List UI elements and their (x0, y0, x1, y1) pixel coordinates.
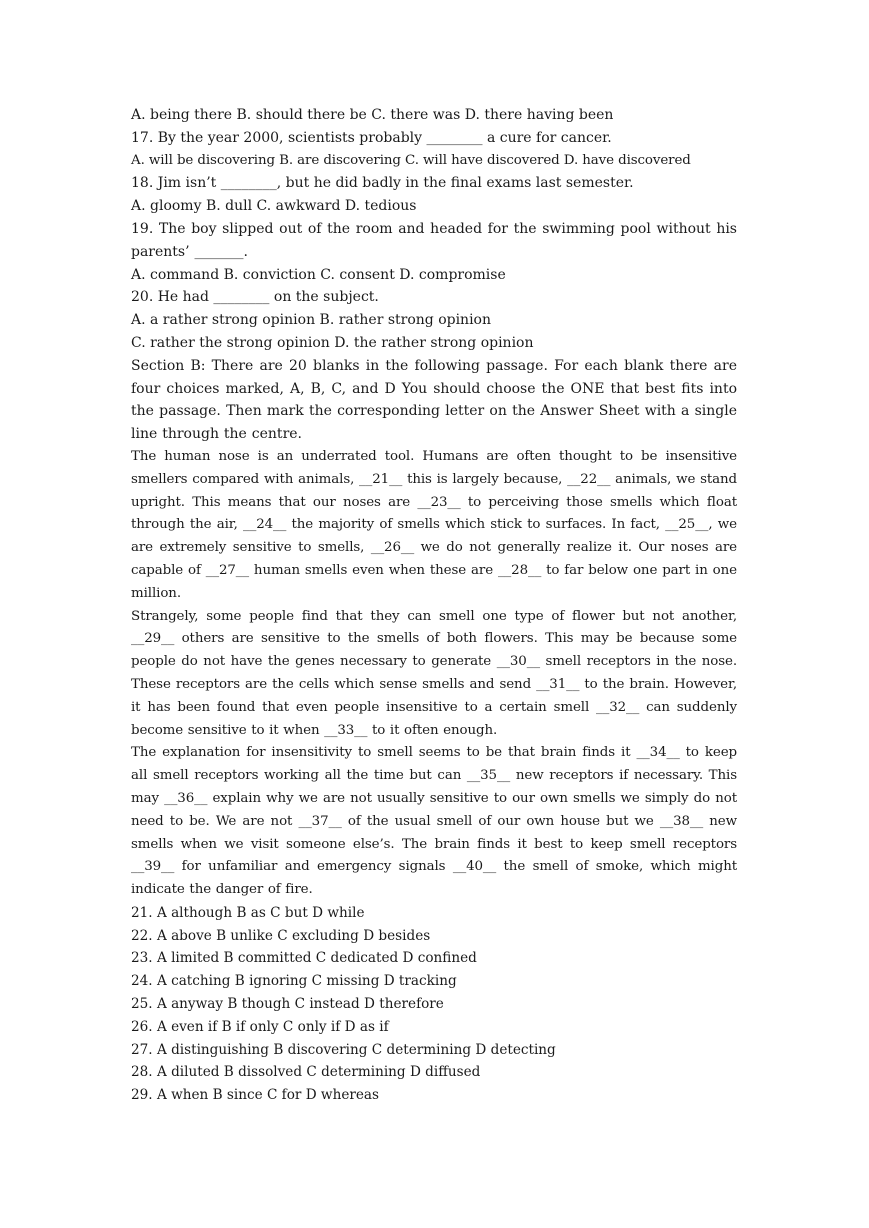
q17-options: A. will be discovering B. are discovering C. will have discovered D. have discovered (131, 152, 691, 168)
q18-options: A. gloomy B. dull C. awkward D. tedious (131, 198, 417, 215)
q17-question: 17. By the year 2000, scientists probably ________ a cure for cancer. (131, 129, 612, 146)
q18-question: 18. Jim isn’t ________, but he did badly in the final exams last semester. (131, 175, 634, 192)
q21-options: 21. A although B as C but D while (131, 904, 365, 921)
q20-options-ab: A. a rather strong opinion B. rather strong opinion (131, 312, 492, 329)
q20-question: 20. He had ________ on the subject. (131, 289, 379, 306)
q24-options: 24. A catching B ignoring C missing D tracking (131, 973, 457, 990)
passage-paragraph-2: Strangely, some people find that they can smell one type of flower but not another, __29__ others are sensitive to the smells of both flowers. This may be because some people do not have the genes necessary to generate __30__ smell receptors in the nose. These receptors are the cells which sense smells and send __31__ to the brain. However, it has been found that even people insensitive to a certain smell __32__ can suddenly become sensitive to it when __33__ to it often enough. (131, 608, 737, 738)
passage-paragraph-3: The explanation for insensitivity to smell seems to be that brain finds it __34__ to keep all smell receptors working all the time but can __35__ new receptors if necessary. This may __36__ explain why we are not usually sensitive to our own smells we simply do not need to be. We are not __37__ of the usual smell of our own house but we __38__ new smells when we visit someone else’s. The brain finds it best to keep smell receptors __39__ for unfamiliar and emergency signals __40__ the smell of smoke, which might indicate the danger of fire. (131, 745, 737, 898)
section-b-instructions: Section B: There are 20 blanks in the following passage. For each blank there are four choices marked, A, B, C, and D You should choose the ONE that best fits into the passage. Then mark the corresponding letter on the Answer Sheet with a single line through the centre. (131, 357, 737, 443)
q27-options: 27. A distinguishing B discovering C determining D detecting (131, 1041, 556, 1058)
q26-options: 26. A even if B if only C only if D as if (131, 1018, 389, 1035)
q28-options: 28. A diluted B dissolved C determining D diffused (131, 1064, 481, 1081)
document-page (131, 104, 737, 1107)
q19-options: A. command B. conviction C. consent D. compromise (131, 266, 506, 283)
passage-paragraph-1: The human nose is an underrated tool. Humans are often thought to be insensitive smellers compared with animals, __21__ this is largely because, __22__ animals, we stand upright. This means that our noses are __23__ to perceiving those smells which float through the air, __24__ the majority of smells which stick to surfaces. In fact, __25__, we are extremely sensitive to smells, __26__ we do not generally realize it. Our noses are capable of __27__ human smells even when these are __28__ to far below one part in one million. (131, 448, 737, 601)
q16-options: A. being there B. should there be C. there was D. there having been (131, 107, 614, 123)
q29-options: 29. A when B since C for D whereas (131, 1087, 379, 1104)
q20-options-cd: C. rather the strong opinion D. the rather strong opinion (131, 334, 534, 351)
q25-options: 25. A anyway B though C instead D therefore (131, 996, 444, 1013)
q22-options: 22. A above B unlike C excluding D besides (131, 927, 431, 944)
q19-question: 19. The boy slipped out of the room and headed for the swimming pool without his parents’ _______. (131, 220, 737, 260)
q23-options: 23. A limited B committed C dedicated D confined (131, 950, 477, 967)
